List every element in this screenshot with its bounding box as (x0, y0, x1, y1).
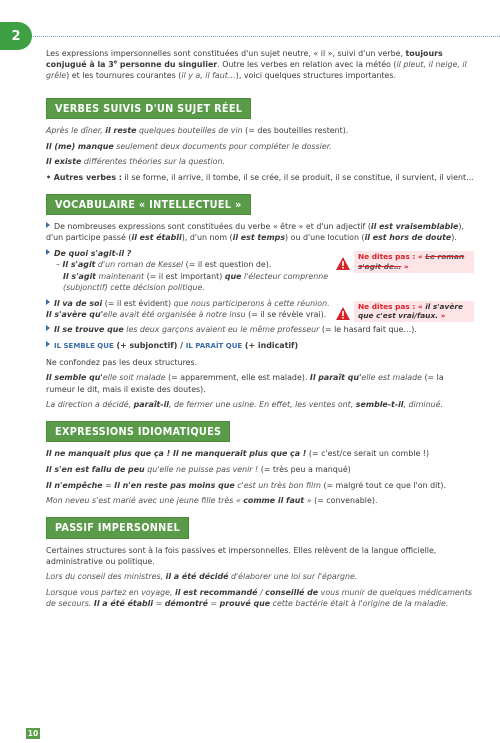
page-content (46, 48, 474, 614)
bullet-paragraph: Il se trouve que les deux garçons avaient eu le même professeur (= le hasard fait que…). (46, 324, 474, 335)
arrow-icon (46, 249, 50, 255)
soi-block: Il va de soi (= il est évident) que nous participerons à cette réunion. Il s'avère qu'elle avait été organisée à notre insu (= il se révèle vrai). Ne dites pas : « il s'avère que c'est vrai/faux. » (46, 298, 474, 325)
page-number: 10 (27, 729, 39, 738)
arrow-icon (46, 325, 50, 331)
example-line: Lors du conseil des ministres, il a été décidé d'élaborer une loi sur l'épargne. (46, 572, 358, 582)
example-line: Il n'empêche = Il n'en reste pas moins que c'est un très bon film (= malgré tout ce que l'on dit). (46, 480, 446, 490)
example-line: Lorsque vous partez en voyage, il est recommandé / conseillé de vous munir de quelques médicaments de secours. Il a été établi = démontré = prouvé que cette bactérie était à l'origine de la maladie. (46, 588, 472, 609)
example-line: Il (me) manque seulement deux documents pour compléter le dossier. (46, 141, 332, 151)
arrow-icon (46, 299, 50, 305)
warning-icon (336, 257, 350, 270)
example-line: Il ne manquait plus que ça ! Il ne manquerait plus que ça ! (= c'est/ce serait un comble !) (46, 449, 430, 459)
example-line: La direction a décidé, paraît-il, de fermer une usine. En effet, les ventes ont, semble-t-il, diminué. (46, 400, 443, 410)
arrow-icon (46, 341, 50, 347)
agit-block: De quoi s'agit-il ? – Il s'agit d'un roman de Kessel (= il est question de). Il s'agit maintenant (= il est important) que l'électeur comprenne (subjonctif) cette décision politique. Ne dites pas : « Le roman s'agit de… » (46, 248, 474, 297)
warning-note: Ne dites pas : « Le roman s'agit de… » (336, 251, 474, 273)
example-line: Mon neveu s'est marié avec une jeune fille très « comme il faut » (= convenable). (46, 496, 378, 506)
example-line: Après le dîner, il reste quelques bouteilles de vin (= des bouteilles restent). (46, 125, 349, 135)
example-line: Il semble qu'elle soit malade (= apparemment, elle est malade). Il paraît qu'elle est malade (= la rumeur le dit, mais il existe des doutes). (46, 373, 444, 394)
plain-line: Ne confondez pas les deux structures. (46, 357, 198, 367)
section-heading-passif: PASSIF IMPERSONNEL (46, 517, 189, 538)
example-line: Il s'en est fallu de peu qu'elle ne puisse pas venir ! (= très peu a manqué) (46, 465, 351, 475)
section-heading-verbes: VERBES SUIVIS D'UN SUJET RÉEL (46, 98, 251, 119)
section-heading-expressions: EXPRESSIONS IDIOMATIQUES (46, 421, 230, 442)
example-line: Il existe différentes théories sur la question. (46, 157, 225, 167)
section-heading-vocabulaire: VOCABULAIRE « INTELLECTUEL » (46, 194, 251, 215)
plain-paragraph: Certaines structures sont à la fois passives et impersonnelles. Elles relèvent de la langue officielle, administrative ou politique. (46, 545, 437, 566)
chapter-badge: 2 (0, 22, 32, 50)
other-verbs-line: • Autres verbes : il se forme, il arrive, il tombe, il se crée, il se produit, il se constitue, il survient, il vient… (46, 173, 474, 183)
structure-heading: IL SEMBLE QUE (+ subjonctif) / IL PARAÎT QUE (+ indicatif) (46, 340, 474, 352)
warning-icon (336, 307, 350, 320)
intro-paragraph: Les expressions impersonnelles sont constituées d'un sujet neutre, « il », suivi d'un verbe, toujours conjugué à la 3e personne du singulier. Outre les verbes en relation avec la météo (il pleut, il neige, il grêle) et les tournures courantes (il y a, il faut…), voici quelques structures importantes. (46, 49, 467, 81)
header-rule (16, 36, 500, 37)
bullet-paragraph: De nombreuses expressions sont constituées du verbe « être » et d'un adjectif (il est vraisemblable), d'un participe passé (il est établi), d'un nom (il est temps) ou d'une locution (il est hors de doute). (46, 222, 464, 243)
warning-note: Ne dites pas : « il s'avère que c'est vrai/faux. » (336, 301, 474, 323)
arrow-icon (46, 222, 50, 228)
